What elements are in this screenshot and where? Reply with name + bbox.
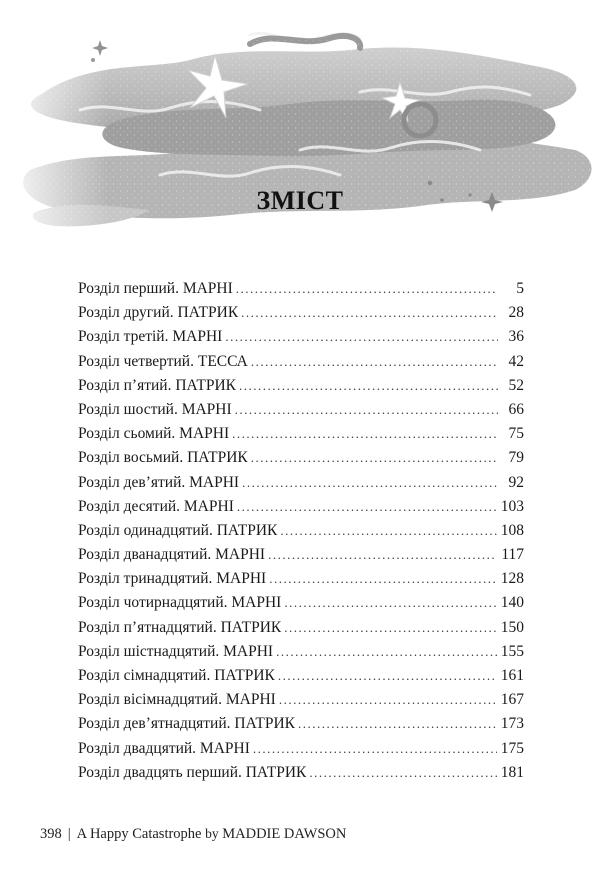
page-footer <box>40 826 346 843</box>
toc-entry-page: 167 <box>500 691 524 709</box>
toc-entry-label: Розділ шістнадцятий. МАРНІ <box>78 642 274 660</box>
toc-entry[interactable] <box>78 761 524 785</box>
toc-entry-page: 103 <box>500 497 524 515</box>
dot-leader <box>225 325 498 349</box>
toc-entry-page: 155 <box>500 642 524 660</box>
dot-leader <box>278 664 497 688</box>
toc-entry-label: Розділ другий. ПАТРИК <box>78 304 239 322</box>
toc-entry[interactable] <box>78 616 524 640</box>
toc-entry-label: Розділ перший. МАРНІ <box>78 280 233 297</box>
toc-entry-label: Розділ тринадцятий. МАРНІ <box>78 570 267 588</box>
toc-entry-page: 79 <box>508 449 524 467</box>
dot-leader <box>241 301 498 325</box>
toc-entry-label: Розділ п’ятий. ПАТРИК <box>78 376 236 394</box>
table-of-contents <box>78 277 524 785</box>
toc-entry-page: 75 <box>508 425 524 443</box>
toc-entry[interactable] <box>78 422 524 446</box>
toc-entry-label: Розділ сьомий. МАРНІ <box>78 425 230 443</box>
toc-entry[interactable] <box>78 374 524 398</box>
dot-leader <box>298 712 497 736</box>
dot-leader <box>235 398 498 422</box>
toc-entry[interactable] <box>78 688 524 712</box>
footer-separator: | <box>67 826 71 842</box>
toc-entry[interactable] <box>78 350 524 374</box>
toc-entry-page: 140 <box>500 594 524 612</box>
toc-entry-page: 52 <box>508 376 524 394</box>
toc-entry[interactable] <box>78 446 524 470</box>
toc-entry-label: Розділ двадцятий. МАРНІ <box>78 739 250 757</box>
dot-leader <box>253 737 497 761</box>
toc-entry-label: Розділ дванадцятий. МАРНІ <box>78 546 266 564</box>
toc-entry-page: 161 <box>500 667 524 684</box>
toc-entry[interactable] <box>78 301 524 325</box>
author-name: MADDIE DAWSON <box>222 826 347 842</box>
toc-entry-label: Розділ дев’ятнадцятий. ПАТРИК <box>78 715 296 733</box>
toc-entry-page: 66 <box>508 400 524 418</box>
toc-entry-label: Розділ четвертий. ТЕССА <box>78 352 248 370</box>
toc-entry[interactable] <box>78 398 524 422</box>
dot-leader <box>242 471 498 495</box>
toc-entry-page: 92 <box>508 473 524 491</box>
dot-leader <box>280 519 496 543</box>
dot-leader <box>268 543 497 567</box>
dot-leader <box>309 761 496 785</box>
dot-leader <box>239 374 498 398</box>
toc-entry-page: 36 <box>508 328 524 346</box>
toc-entry-page: 173 <box>500 715 524 733</box>
toc-entry-label: Розділ восьмий. ПАТРИК <box>78 449 248 467</box>
cloud-stars-illustration <box>0 0 600 260</box>
dot-leader <box>232 422 498 446</box>
toc-entry-label: Розділ двадцять перший. ПАТРИК <box>78 763 307 781</box>
toc-entry-label: Розділ сімнадцятий. ПАТРИК <box>78 667 275 684</box>
toc-entry[interactable] <box>78 325 524 349</box>
toc-entry-label: Розділ чотирнадцятий. МАРНІ <box>78 594 282 612</box>
page-number: 398 <box>40 826 62 842</box>
toc-entry-page: 5 <box>516 280 524 297</box>
toc-entry[interactable] <box>78 519 524 543</box>
toc-entry-label: Розділ одинадцятий. ПАТРИК <box>78 521 278 539</box>
dot-leader <box>276 640 497 664</box>
toc-entry[interactable] <box>78 471 524 495</box>
toc-entry-label: Розділ третій. МАРНІ <box>78 328 223 346</box>
dot-leader <box>236 277 498 301</box>
dot-leader <box>279 688 497 712</box>
toc-entry-page: 128 <box>500 570 524 588</box>
dot-leader <box>269 567 497 591</box>
toc-entry-page: 150 <box>500 618 524 636</box>
dot-leader <box>251 350 498 374</box>
toc-entry[interactable] <box>78 640 524 664</box>
toc-entry[interactable] <box>78 277 524 301</box>
toc-entry[interactable] <box>78 495 524 519</box>
page-title: ЗМІСТ <box>256 186 344 215</box>
toc-entry-page: 108 <box>500 521 524 539</box>
toc-entry-label: Розділ п’ятнадцятий. ПАТРИК <box>78 618 282 636</box>
toc-entry-page: 181 <box>500 763 524 781</box>
toc-entry-label: Розділ десятий. МАРНІ <box>78 497 234 515</box>
toc-entry-page: 42 <box>508 352 524 370</box>
toc-entry[interactable] <box>78 737 524 761</box>
toc-entry-label: Розділ шостий. МАРНІ <box>78 400 232 418</box>
toc-entry[interactable] <box>78 543 524 567</box>
dot-leader <box>284 616 497 640</box>
toc-entry-label: Розділ вісімнадцятий. МАРНІ <box>78 691 276 709</box>
toc-entry[interactable] <box>78 712 524 736</box>
toc-entry-page: 28 <box>508 304 524 322</box>
toc-entry[interactable] <box>78 591 524 615</box>
dot-leader <box>237 495 497 519</box>
footer-by: by <box>205 826 219 841</box>
book-title: A Happy Catastrophe <box>76 826 202 842</box>
toc-entry[interactable] <box>78 664 524 688</box>
dot-leader <box>251 446 498 470</box>
dot-leader <box>284 591 496 615</box>
toc-entry-label: Розділ дев’ятий. МАРНІ <box>78 473 240 491</box>
toc-entry-page: 175 <box>500 739 524 757</box>
toc-entry-page: 117 <box>501 546 524 564</box>
toc-entry[interactable] <box>78 567 524 591</box>
